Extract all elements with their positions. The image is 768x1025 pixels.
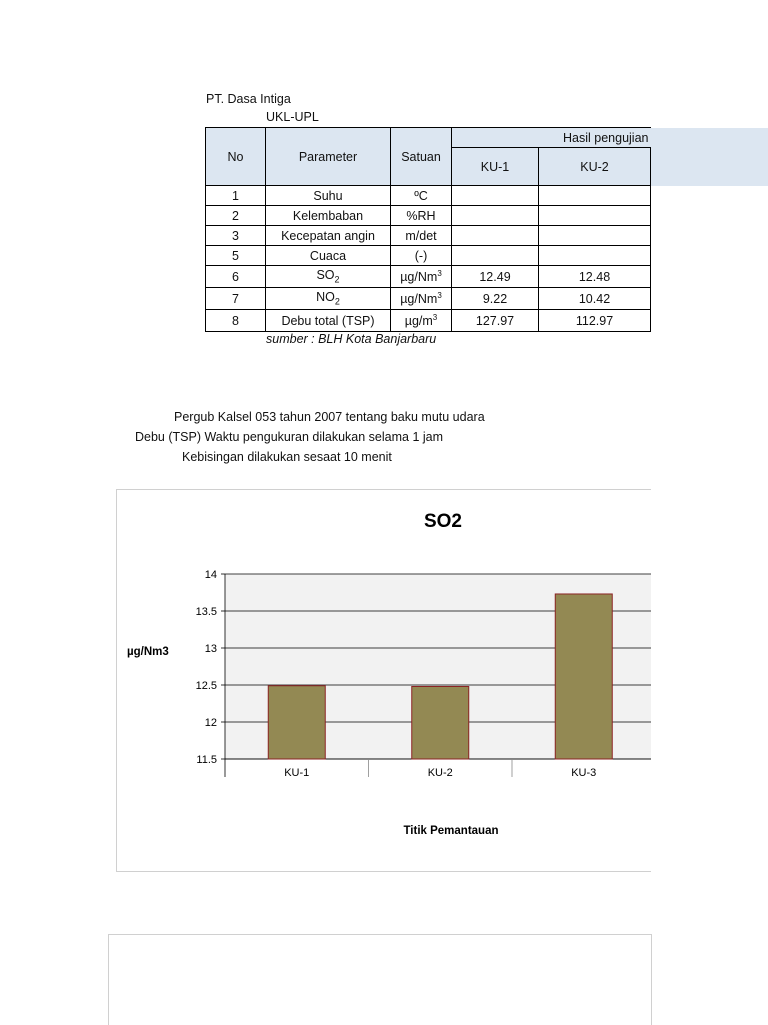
cell-ku1: 12.49 [452,266,539,288]
table-row [206,288,651,310]
table-row [206,266,651,288]
chart-y-tick-label: 11.5 [196,754,217,766]
cell-parameter: Suhu [266,186,391,206]
cell-ku1: 127.97 [452,310,539,332]
cell-no: 6 [206,266,266,288]
cell-ku1 [452,226,539,246]
chart-title: SO2 [423,511,463,532]
cell-ku2 [539,226,651,246]
chart-x-axis-label: Titik Pemantauan [403,825,499,837]
cell-parameter: Cuaca [266,246,391,266]
cell-ku1 [452,206,539,226]
note-line-3: Kebisingan dilakukan sesaat 10 menit [182,450,392,464]
chart-frame [116,489,651,872]
chart-y-tick-label: 13.5 [195,606,217,618]
cell-ku2 [539,186,651,206]
col-ku2: KU-2 [539,148,651,186]
cell-no: 2 [206,206,266,226]
cell-satuan: µg/Nm$^3$ [391,266,452,288]
cell-ku1: 9.22 [452,288,539,310]
cell-ku1 [452,246,539,266]
table-row [206,246,651,266]
chart-x-tick-label: KU-3 [571,767,597,779]
chart-x-tick-label: KU-2 [427,767,453,779]
table-row [206,310,651,332]
cell-satuan: (-) [391,246,452,266]
document-type: UKL-UPL [266,110,319,124]
company-name: PT. Dasa Intiga [206,92,291,106]
cell-no: 7 [206,288,266,310]
chart-bar [412,686,469,759]
cell-parameter: Kecepatan angin [266,226,391,246]
table-row [206,226,651,246]
chart-y-axis-label: µg/Nm3 [127,646,169,658]
cell-ku2: 112.97 [539,310,651,332]
table-source: sumber : BLH Kota Banjarbaru [266,332,437,346]
col-group: Hasil pengujian [452,128,651,148]
col-parameter: Parameter [266,128,391,186]
chart-plot-area [196,569,651,779]
cell-ku2: 10.42 [539,288,651,310]
col-ku1: KU-1 [452,148,539,186]
cell-parameter: $NO_2$ [266,288,391,310]
table-row [206,206,651,226]
next-chart-frame [108,934,652,1025]
chart-bar [555,594,612,759]
cell-parameter: Kelembaban [266,206,391,226]
cell-parameter: $SO_2$ [266,266,391,288]
cell-parameter: Debu total (TSP) [266,310,391,332]
header-band [650,128,768,186]
cell-satuan: ºC [391,186,452,206]
cell-satuan: $\mu g/m^3$ [391,310,452,332]
chart-bar [268,686,325,759]
chart-y-tick-label: 13 [204,643,217,655]
cell-ku2: 12.48 [539,266,651,288]
cell-no: 1 [206,186,266,206]
cell-ku2 [539,206,651,226]
cell-ku2 [539,246,651,266]
cell-no: 8 [206,310,266,332]
so2-bar-chart [117,490,651,871]
table-row [206,186,651,206]
chart-y-tick-label: 14 [204,569,217,581]
cell-no: 5 [206,246,266,266]
note-line-2: Debu (TSP) Waktu pengukuran dilakukan selama 1 jam [135,430,444,444]
cell-satuan: µg/Nm$^3$ [391,288,452,310]
note-line-1: Pergub Kalsel 053 tahun 2007 tentang baku mutu udara [174,410,485,424]
chart-y-tick-label: 12.5 [195,680,217,692]
cell-ku1 [452,186,539,206]
col-satuan: Satuan [391,128,452,186]
cell-satuan: %RH [391,206,452,226]
col-no: No [206,128,266,186]
chart-y-tick-label: 12 [204,717,217,729]
chart-x-tick-label: KU-1 [284,767,310,779]
results-table [205,127,651,332]
cell-no: 3 [206,226,266,246]
cell-satuan: m/det [391,226,452,246]
